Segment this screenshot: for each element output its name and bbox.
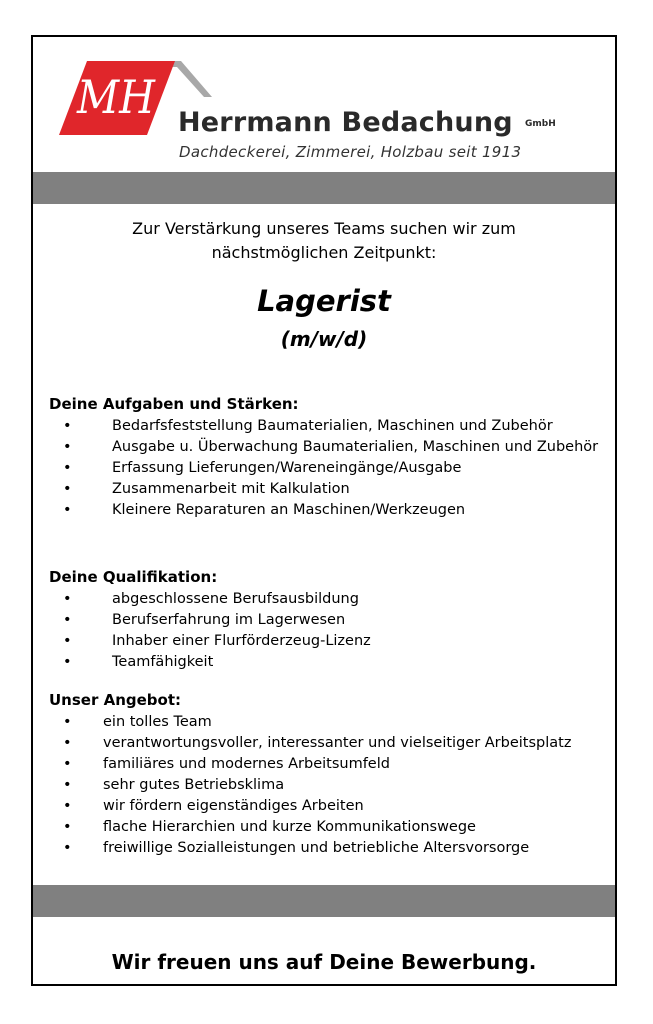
list-item-text: Bedarfsfeststellung Baumaterialien, Maschinen und Zubehör — [112, 418, 553, 434]
company-suffix: GmbH — [525, 119, 556, 129]
list-item-text: wir fördern eigenständiges Arbeiten — [103, 798, 364, 814]
offer-list — [49, 712, 601, 859]
list-item-text: abgeschlossene Berufsausbildung — [112, 591, 359, 607]
section-heading: Deine Aufgaben und Stärken: — [49, 395, 299, 413]
list-item — [49, 500, 601, 521]
bullet-glyph: • — [63, 612, 72, 628]
qualification-list — [49, 589, 601, 673]
offer-section — [49, 690, 601, 859]
job-ad-frame — [31, 35, 617, 986]
section-heading: Unser Angebot: — [49, 691, 181, 709]
bullet-glyph: • — [63, 819, 72, 835]
bullet-glyph: • — [63, 735, 72, 751]
tasks-list — [49, 416, 601, 521]
list-item-text: Erfassung Lieferungen/Wareneingänge/Ausgabe — [112, 460, 462, 476]
bullet-glyph: • — [63, 798, 72, 814]
header-divider-band — [33, 172, 615, 204]
section-heading: Deine Qualifikation: — [49, 568, 218, 586]
list-item — [49, 817, 601, 838]
list-item-text: freiwillige Sozialleistungen und betriebliche Altersvorsorge — [103, 840, 530, 856]
list-item — [49, 458, 601, 479]
bullet-glyph: • — [63, 714, 72, 730]
bullet-glyph: • — [63, 840, 72, 856]
list-item — [49, 733, 601, 754]
company-tagline: Dachdeckerei, Zimmerei, Holzbau seit 1913 — [179, 143, 522, 161]
bullet-glyph: • — [63, 591, 72, 607]
bullet-glyph: • — [63, 439, 72, 455]
list-item — [49, 838, 601, 859]
list-item-text: Kleinere Reparaturen an Maschinen/Werkzeugen — [112, 502, 466, 518]
tasks-section — [49, 394, 601, 521]
job-gender-note: (m/w/d) — [280, 327, 368, 351]
list-item — [49, 589, 601, 610]
list-item — [49, 754, 601, 775]
list-item-text: sehr gutes Betriebsklima — [103, 777, 285, 793]
list-item-text: Zusammenarbeit mit Kalkulation — [112, 481, 350, 497]
list-item-text: Ausgabe u. Überwachung Baumaterialien, Maschinen und Zubehör — [112, 439, 599, 455]
bullet-glyph: • — [63, 654, 72, 670]
list-item-text: ein tolles Team — [103, 714, 212, 730]
logo-letters: MH — [76, 70, 156, 124]
bullet-glyph: • — [63, 777, 72, 793]
intro-text — [33, 217, 615, 265]
list-item-text: verantwortungsvoller, interessanter und vielseitiger Arbeitsplatz — [103, 735, 572, 751]
bullet-glyph: • — [63, 633, 72, 649]
bullet-glyph: • — [63, 502, 72, 518]
bullet-glyph: • — [63, 481, 72, 497]
intro-line-1: Zur Verstärkung unseres Teams suchen wir zum — [132, 219, 516, 238]
list-item — [49, 437, 601, 458]
list-item — [49, 796, 601, 817]
bullet-glyph: • — [63, 756, 72, 772]
list-item — [49, 652, 601, 673]
footer-divider-band — [33, 885, 615, 917]
list-item — [49, 416, 601, 437]
list-item-text: Inhaber einer Flurförderzeug-Lizenz — [112, 633, 371, 649]
closing-statement: Wir freuen uns auf Deine Bewerbung. — [111, 950, 537, 974]
job-title: Lagerist — [257, 284, 391, 318]
bullet-glyph: • — [63, 418, 72, 434]
list-item — [49, 610, 601, 631]
intro-line-2: nächstmöglichen Zeitpunkt: — [211, 243, 437, 262]
list-item — [49, 775, 601, 796]
list-item — [49, 479, 601, 500]
qualification-section — [49, 567, 601, 673]
list-item — [49, 631, 601, 652]
company-name: Herrmann Bedachung — [178, 107, 513, 138]
list-item-text: familiäres und modernes Arbeitsumfeld — [103, 756, 390, 772]
list-item-text: Berufserfahrung im Lagerwesen — [112, 612, 346, 628]
list-item — [49, 712, 601, 733]
bullet-glyph: • — [63, 460, 72, 476]
list-item-text: flache Hierarchien und kurze Kommunikationswege — [103, 819, 476, 835]
list-item-text: Teamfähigkeit — [112, 654, 214, 670]
